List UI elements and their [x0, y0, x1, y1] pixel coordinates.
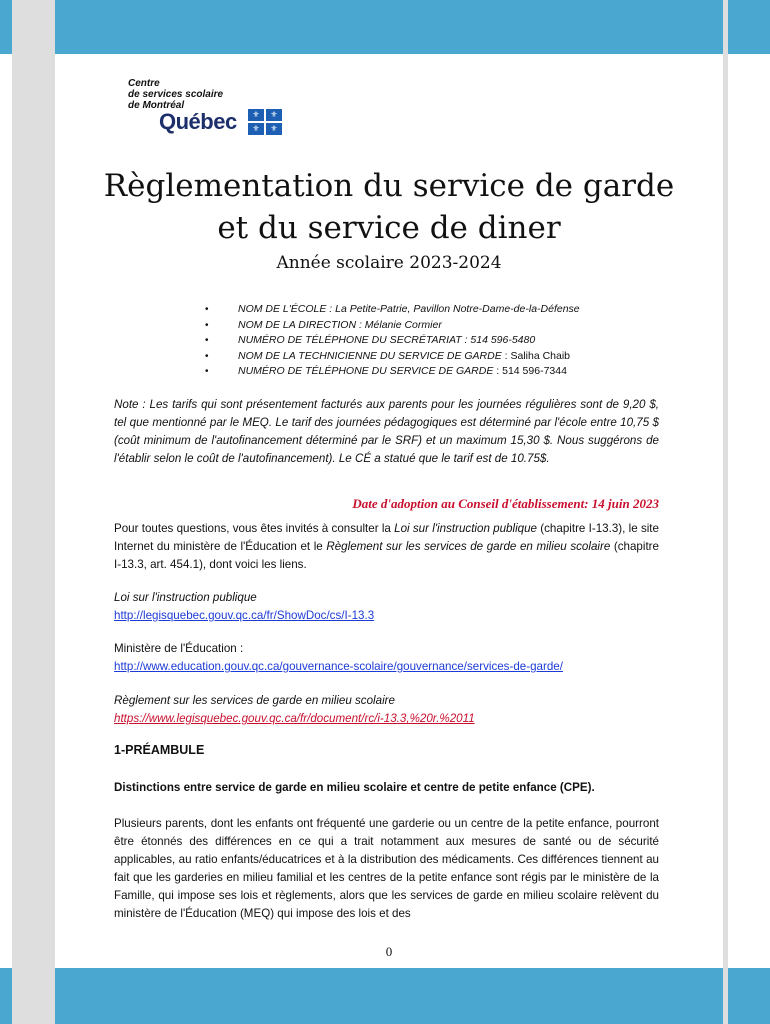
- list-item: • NOM DE L'ÉCOLE : La Petite-Patrie, Pavillon Notre-Dame-de-la-Défense: [205, 302, 580, 318]
- logo-line-3: de Montréal: [128, 100, 185, 111]
- logo-line-1: Centre: [128, 78, 160, 89]
- regulation-ref-label: Règlement sur les services de garde en milieu scolaire: [114, 694, 395, 707]
- next-page-edge: [728, 0, 770, 1024]
- document-page: [55, 0, 723, 1024]
- document-title-line-1: Règlementation du service de garde: [103, 168, 675, 204]
- school-info-list: [205, 302, 580, 380]
- tariff-note: Note : Les tarifs qui sont présentement facturés aux parents pour les journées régulières sont de 9,20 $, tel que mentionné par le MEQ. Le tarif des journées pédagogiques est déterminé par l'école entre 10,75 $ (coût minimum de l'autofinancement déterminé par le SRF) et un maximum 15,30 $. Nous suggérons de l'établir selon le coût de l'autofinancement). Le CÉ a statué que le tarif est de 10.75$.: [114, 398, 659, 465]
- header-band: [0, 0, 12, 54]
- law-ref-label: Loi sur l'instruction publique: [114, 591, 257, 604]
- quebec-wordmark: Québec: [159, 109, 237, 134]
- page-number: 0: [385, 944, 393, 959]
- preamble-paragraph: Plusieurs parents, dont les enfants ont fréquenté une garderie ou un centre de la petite enfance, pourront être étonnés des différences en ce qui a trait notamment aux mesures de santé ou de sécurité applicables, au ratio enfants/éducatrices et à la distribution des médicaments. Ces différences tiennent au fait que les garderies en milieu familial et les centres de la petite enfance sont régis par le ministère de la Famille, qui impose ses lois et règlements, alors que les services de garde en milieu scolaire relèvent du ministère de l'Éducation (MEQ) qui impose des lois et des: [114, 817, 659, 920]
- subsection-heading: Distinctions entre service de garde en milieu scolaire et centre de petite enfance (CPE).: [114, 781, 595, 794]
- questions-paragraph: Pour toutes questions, vous êtes invités à consulter la Loi sur l'instruction publique (chapitre I-13.3), le site Internet du ministère de l'Éducation et le Règlement sur les services de garde en milieu scolaire (chapitre I-13.3, art. 454.1), dont voici les liens.: [114, 522, 659, 571]
- law-link[interactable]: http://legisquebec.gouv.qc.ca/fr/ShowDoc/cs/I-13.3: [114, 609, 375, 622]
- fleur-de-lis-flag-icon: ⚜ ⚜ ⚜ ⚜: [248, 109, 282, 135]
- ministry-ref-label: Ministère de l'Éducation :: [114, 642, 244, 655]
- list-item: • NOM DE LA DIRECTION : Mélanie Cormier: [205, 318, 580, 334]
- header-band: [55, 0, 723, 54]
- footer-band: [0, 968, 12, 1024]
- ministry-link[interactable]: http://www.education.gouv.qc.ca/gouvernance-scolaire/gouvernance/services-de-garde/: [114, 660, 563, 673]
- previous-page-edge: [0, 0, 12, 1024]
- document-title-line-2: et du service de diner: [217, 210, 561, 246]
- footer-band: [728, 968, 770, 1024]
- logo-line-2: de services scolaire: [128, 89, 224, 100]
- list-item: • NUMÉRO DE TÉLÉPHONE DU SERVICE DE GARDE : 514 596-7344: [205, 364, 580, 380]
- document-subtitle: Année scolaire 2023-2024: [276, 253, 502, 273]
- list-item: • NUMÉRO DE TÉLÉPHONE DU SECRÉTARIAT : 514 596-5480: [205, 333, 580, 349]
- school-logo: [128, 78, 308, 138]
- header-band: [728, 0, 770, 54]
- regulation-link[interactable]: https://www.legisquebec.gouv.qc.ca/fr/document/rc/i-13.3,%20r.%2011: [114, 712, 475, 725]
- footer-band: [55, 968, 723, 1024]
- adoption-date: Date d'adoption au Conseil d'établissement: 14 juin 2023: [352, 496, 659, 511]
- list-item: • NOM DE LA TECHNICIENNE DU SERVICE DE GARDE : Saliha Chaib: [205, 349, 580, 365]
- section-heading: 1-PRÉAMBULE: [114, 743, 205, 757]
